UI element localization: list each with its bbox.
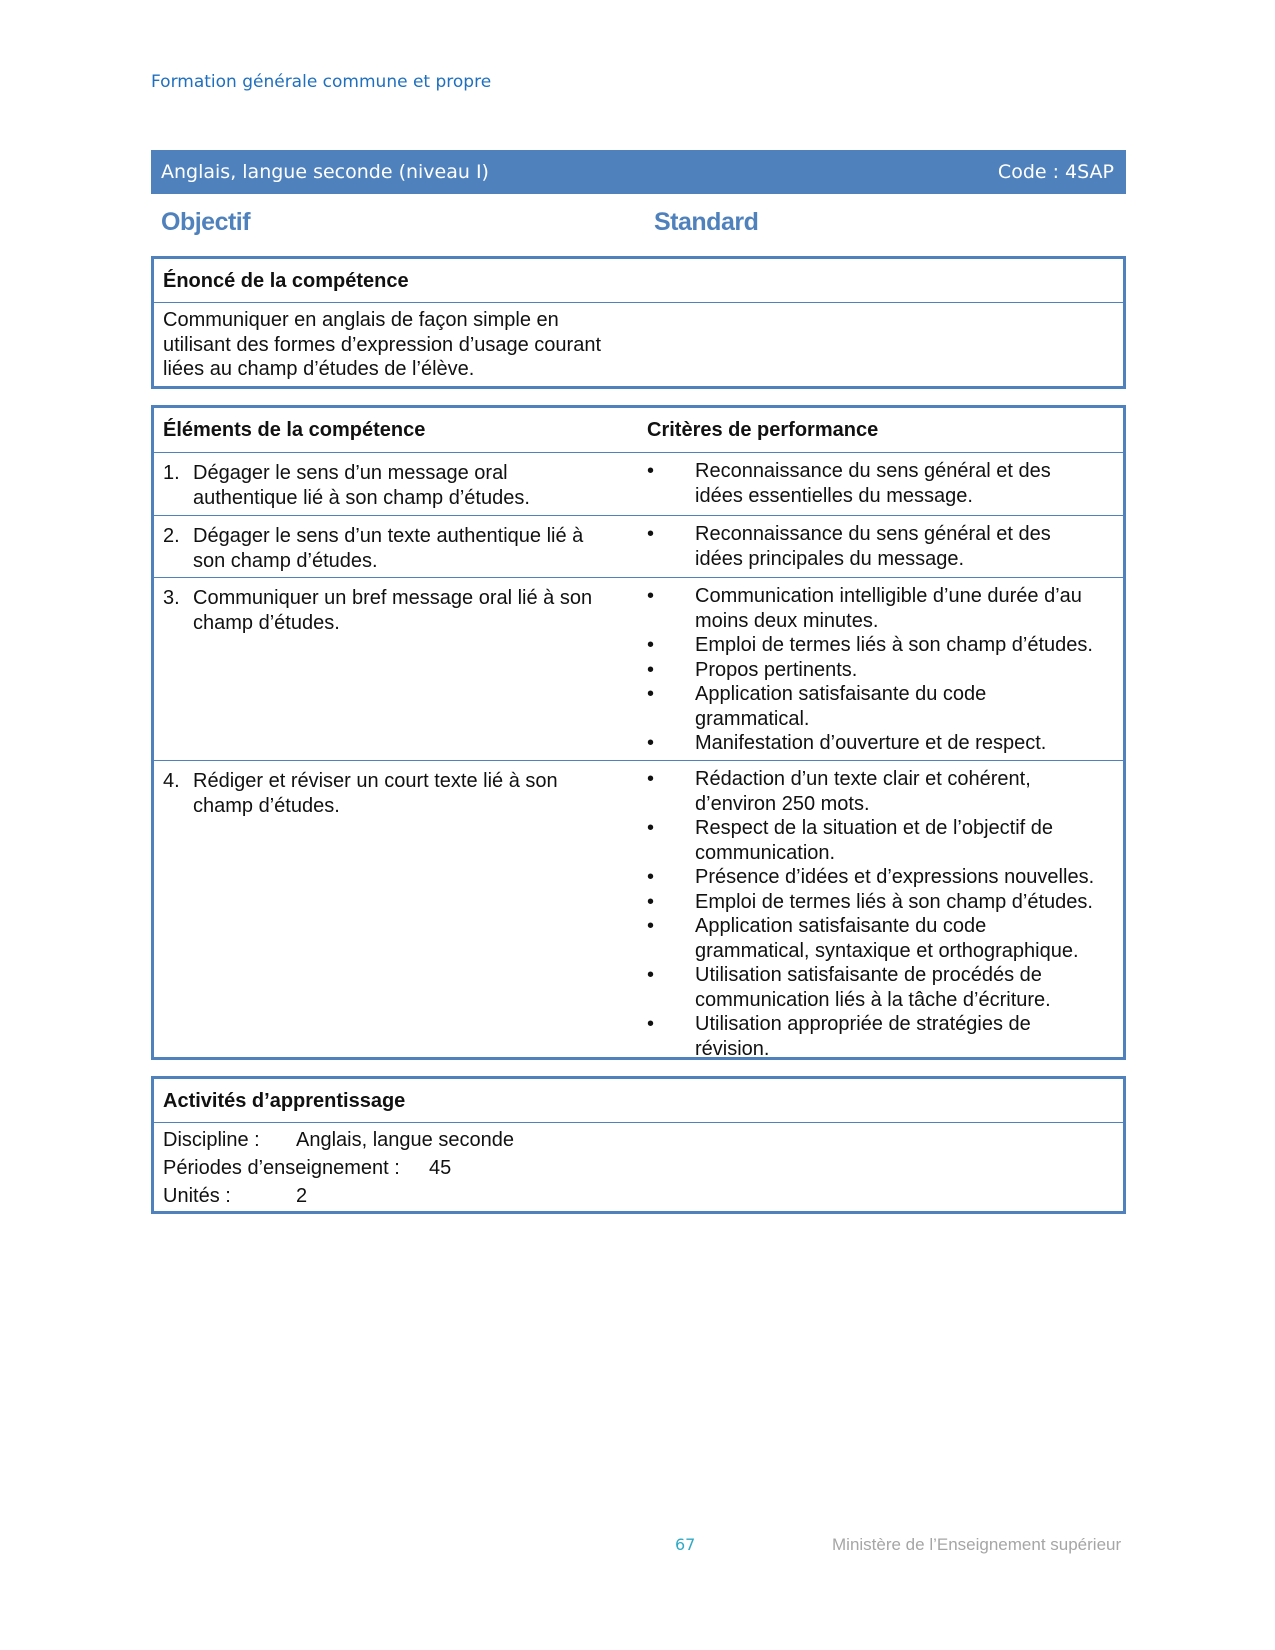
- criterion-line: idées essentielles du message.: [695, 484, 973, 507]
- element-cell: [154, 578, 647, 760]
- criteria-cell: [647, 761, 1123, 1067]
- criterion-item: [647, 1012, 1115, 1061]
- element-cell: [154, 516, 647, 577]
- criterion-line: Manifestation d’ouverture et de respect.: [695, 732, 1047, 754]
- criterion-item: [647, 633, 1115, 658]
- bullet-icon: [647, 865, 695, 890]
- bullet-icon: [647, 963, 695, 1012]
- criterion-line: moins deux minutes.: [695, 609, 879, 632]
- criterion-line: Rédaction d’un texte clair et cohérent,: [695, 768, 1031, 790]
- criterion-line: Emploi de termes liés à son champ d’études.: [695, 634, 1093, 656]
- criterion-item: [647, 682, 1115, 731]
- criterion-line: communication.: [695, 841, 836, 864]
- element-number: 3.: [163, 587, 180, 609]
- criterion-item: [647, 584, 1115, 633]
- activites-box: [151, 1076, 1126, 1214]
- periodes-label: Périodes d’enseignement :: [163, 1157, 400, 1179]
- criterion-item: [647, 522, 1115, 571]
- unites-label: Unités :: [163, 1185, 231, 1207]
- criterion-line: Utilisation appropriée de stratégies de: [695, 1013, 1031, 1035]
- bullet-icon: [647, 584, 695, 633]
- course-code: Code : 4SAP: [997, 161, 1114, 183]
- bullet-icon: [647, 914, 695, 963]
- bullet-icon: [647, 731, 695, 756]
- criterion-item: [647, 963, 1115, 1012]
- element-cell: [154, 761, 647, 1067]
- standard-heading: Standard: [654, 208, 759, 236]
- criterion-item: [647, 731, 1115, 756]
- discipline-value: Anglais, langue seconde: [296, 1129, 514, 1151]
- element-number: 4.: [163, 770, 180, 792]
- criterion-line: Utilisation satisfaisante de procédés de: [695, 964, 1042, 986]
- element-number: 1.: [163, 462, 180, 484]
- enonce-box: [151, 256, 1126, 389]
- col-criteres-header: Critères de performance: [647, 418, 879, 441]
- criterion-item: [647, 658, 1115, 683]
- bullet-icon: [647, 1012, 695, 1061]
- criterion-line: Respect de la situation et de l’objectif de: [695, 817, 1053, 839]
- criteria-cell: [647, 516, 1123, 577]
- element-number: 2.: [163, 525, 180, 547]
- bullet-icon: [647, 816, 695, 865]
- criteria-cell: [647, 578, 1123, 760]
- element-line: Dégager le sens d’un message oral: [193, 462, 508, 484]
- element-line: Communiquer un bref message oral lié à son: [193, 587, 593, 609]
- criterion-line: Emploi de termes liés à son champ d’études.: [695, 890, 1093, 913]
- element-line: authentique lié à son champ d’études.: [193, 486, 530, 509]
- criterion-line: idées principales du message.: [695, 547, 965, 570]
- col-elements-header: Éléments de la compétence: [163, 418, 426, 441]
- element-line: champ d’études.: [193, 794, 340, 817]
- course-title: Anglais, langue seconde (niveau I): [161, 161, 489, 183]
- criterion-line: Reconnaissance du sens général et des: [695, 523, 1051, 545]
- discipline-row: [163, 1126, 1114, 1154]
- table-header: [154, 408, 1123, 453]
- bullet-icon: [647, 890, 695, 915]
- table-row: [154, 761, 1123, 1067]
- criterion-line: Propos pertinents.: [695, 658, 858, 681]
- criterion-line: grammatical, syntaxique et orthographique.: [695, 939, 1079, 962]
- page-number: 67: [675, 1535, 696, 1554]
- bullet-icon: [647, 459, 695, 508]
- enonce-heading: Énoncé de la compétence: [154, 259, 1123, 303]
- element-line: Rédiger et réviser un court texte lié à son: [193, 770, 558, 792]
- enonce-text: [154, 303, 1123, 387]
- criterion-line: communication liés à la tâche d’écriture.: [695, 988, 1051, 1011]
- unites-row: [163, 1182, 1114, 1210]
- periodes-row: [163, 1154, 1114, 1182]
- running-header: Formation générale commune et propre: [151, 72, 492, 92]
- element-line: son champ d’études.: [193, 549, 378, 572]
- bullet-icon: [647, 767, 695, 816]
- criterion-item: [647, 914, 1115, 963]
- bullet-icon: [647, 682, 695, 731]
- criterion-line: grammatical.: [695, 707, 810, 730]
- unites-value: 2: [296, 1185, 308, 1207]
- table-row: [154, 578, 1123, 761]
- criterion-item: [647, 890, 1115, 915]
- criterion-line: d’environ 250 mots.: [695, 792, 870, 815]
- discipline-label: Discipline :: [163, 1129, 260, 1151]
- criterion-line: Communication intelligible d’une durée d’au: [695, 585, 1082, 607]
- criterion-line: Présence d’idées et d’expressions nouvelles.: [695, 866, 1095, 888]
- element-cell: [154, 453, 647, 515]
- criterion-line: révision.: [695, 1037, 770, 1060]
- criterion-line: Application satisfaisante du code: [695, 683, 987, 705]
- element-line: Dégager le sens d’un texte authentique lié à: [193, 525, 584, 547]
- criterion-line: Application satisfaisante du code: [695, 915, 987, 937]
- criteria-cell: [647, 453, 1123, 515]
- objectif-heading: Objectif: [161, 208, 251, 236]
- footer-ministry: Ministère de l’Enseignement supérieur: [832, 1535, 1122, 1554]
- enonce-line: utilisant des formes d’expression d’usage courant: [163, 333, 602, 356]
- criterion-item: [647, 816, 1115, 865]
- bullet-icon: [647, 522, 695, 571]
- course-title-bar: [151, 150, 1126, 194]
- element-line: champ d’études.: [193, 611, 340, 634]
- table-row: [154, 516, 1123, 578]
- bullet-icon: [647, 658, 695, 683]
- criterion-line: Reconnaissance du sens général et des: [695, 460, 1051, 482]
- table-row: [154, 453, 1123, 516]
- periodes-value: 45: [429, 1157, 452, 1179]
- enonce-line: Communiquer en anglais de façon simple en: [163, 309, 559, 331]
- activites-heading: Activités d’apprentissage: [154, 1079, 1123, 1123]
- criterion-item: [647, 459, 1115, 508]
- enonce-line: liées au champ d’études de l’élève.: [163, 358, 475, 380]
- competence-table: [151, 405, 1126, 1060]
- bullet-icon: [647, 633, 695, 658]
- criterion-item: [647, 865, 1115, 890]
- criterion-item: [647, 767, 1115, 816]
